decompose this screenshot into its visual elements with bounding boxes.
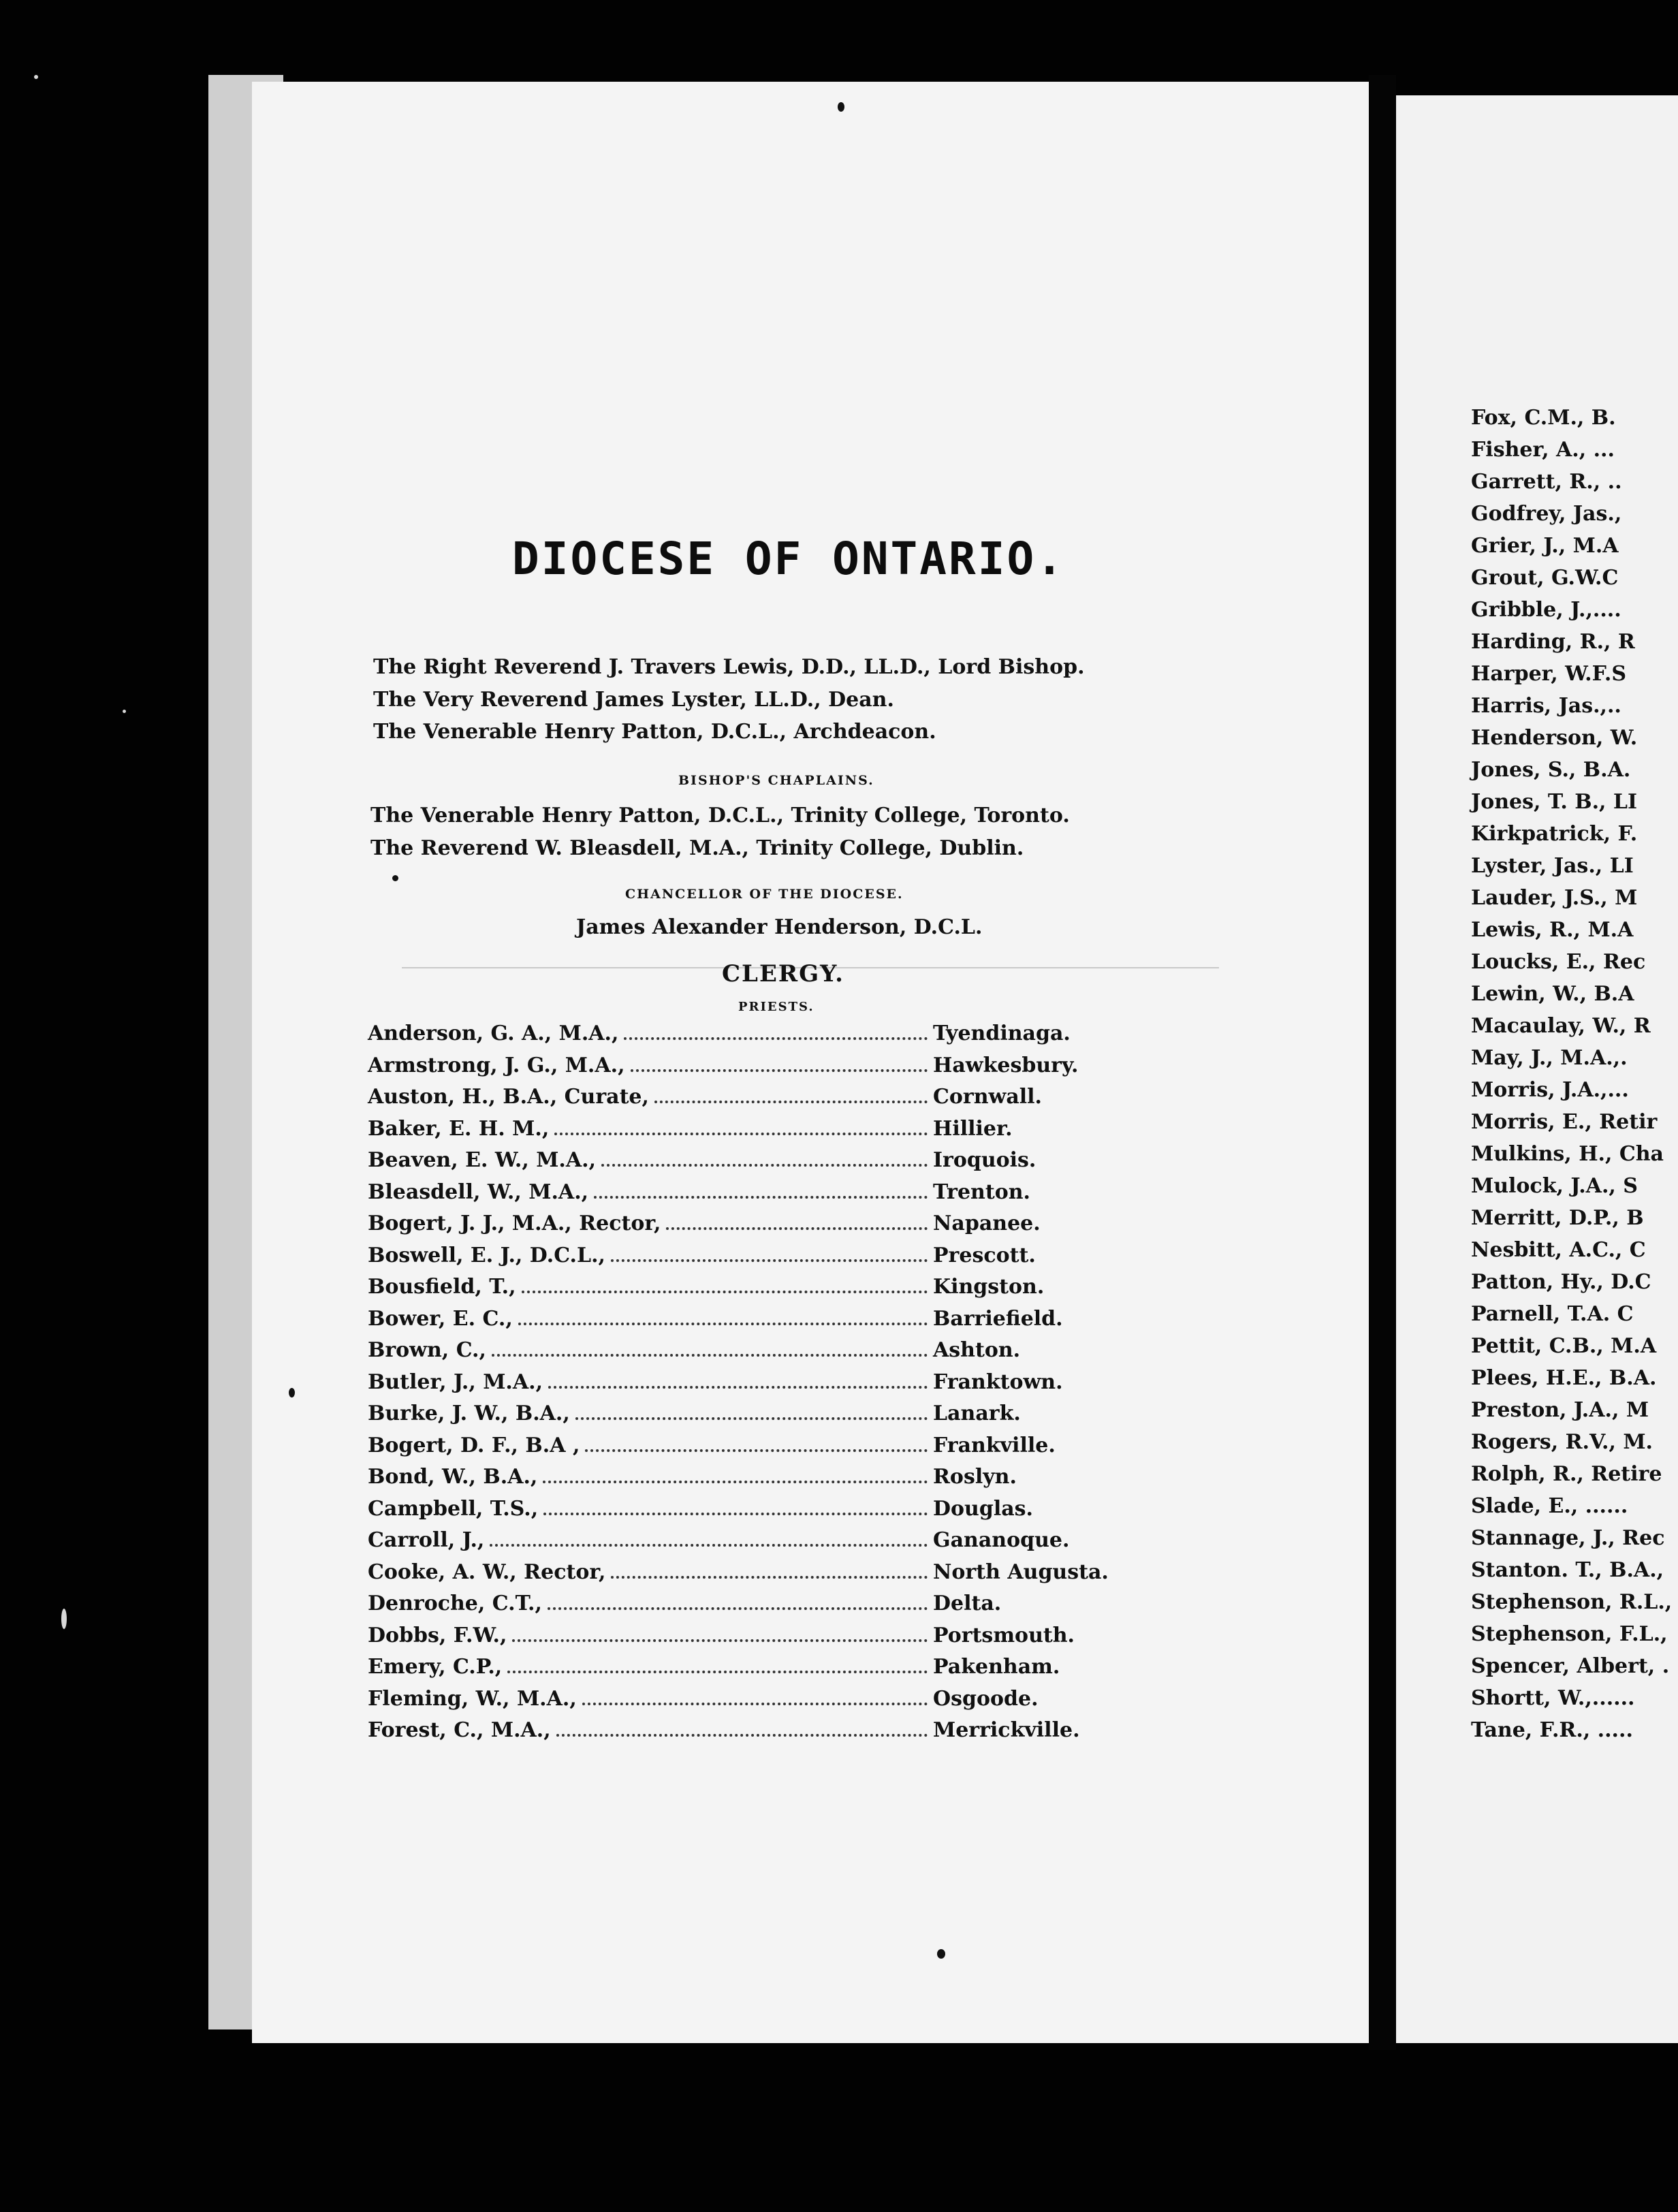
clergy-parish: Ashton. — [933, 1338, 1021, 1362]
clergy-parish: Trenton. — [933, 1180, 1030, 1204]
page-title: DIOCESE OF ONTARIO. — [512, 533, 1065, 585]
clergy-entry — [368, 1592, 1137, 1622]
right-page-entry: Kirkpatrick, F. — [1471, 822, 1638, 846]
clergy-parish: Portsmouth. — [933, 1623, 1075, 1647]
right-page-entry: Harding, R., R — [1471, 630, 1635, 654]
clergy-name: Dobbs, F.W., — [368, 1623, 507, 1647]
ink-speck — [937, 1949, 945, 1959]
clergy-name: Armstrong, J. G., M.A., — [368, 1053, 625, 1077]
clergy-entry — [368, 1718, 1137, 1748]
right-page-entry: May, J., M.A.,. — [1471, 1046, 1628, 1070]
dot-leader — [631, 1069, 928, 1072]
clergy-parish: Napanee. — [933, 1212, 1041, 1235]
clergy-entry — [368, 1054, 1137, 1084]
right-page-entry: Slade, E., ...... — [1471, 1494, 1628, 1518]
clergy-entry — [368, 1338, 1137, 1368]
right-page-entry: Garrett, R., .. — [1471, 470, 1622, 494]
dot-leader — [543, 1513, 928, 1515]
clergy-name: Bogert, J. J., M.A., Rector, — [368, 1212, 661, 1235]
right-page-entry: Stephenson, R.L., — [1471, 1590, 1673, 1614]
right-page-entry: Shortt, W.,...... — [1471, 1686, 1635, 1710]
dot-leader — [522, 1291, 928, 1293]
clergy-parish: Roslyn. — [933, 1465, 1017, 1489]
clergy-entry — [368, 1497, 1137, 1527]
clergy-parish: Delta. — [933, 1592, 1002, 1615]
right-page-entry: Jones, S., B.A. — [1471, 758, 1631, 782]
archdeacon-line: The Venerable Henry Patton, D.C.L., Archdeacon. — [373, 720, 936, 744]
dot-leader — [611, 1259, 928, 1262]
clergy-entry — [368, 1244, 1137, 1274]
dot-leader — [490, 1544, 928, 1547]
ink-speck — [838, 102, 844, 112]
clergy-name: Denroche, C.T., — [368, 1592, 542, 1615]
clergy-entry — [368, 1370, 1137, 1400]
clergy-entry — [368, 1275, 1137, 1305]
right-page-entry: Godfrey, Jas., — [1471, 502, 1622, 526]
dust-speck — [34, 75, 38, 79]
dot-leader — [492, 1354, 928, 1357]
dean-line: The Very Reverend James Lyster, LL.D., Dean. — [373, 688, 894, 712]
dot-leader — [582, 1703, 928, 1705]
right-page-entry: Stannage, J., Rec — [1471, 1526, 1665, 1550]
right-page-entry: Grier, J., M.A — [1471, 534, 1619, 558]
clergy-name: Fleming, W., M.A., — [368, 1686, 577, 1711]
right-page-entry: Pettit, C.B., M.A — [1471, 1334, 1657, 1358]
clergy-parish: Cornwall. — [933, 1085, 1043, 1109]
clergy-parish: Gananoque. — [933, 1528, 1070, 1552]
right-page-entry: Preston, J.A., M — [1471, 1398, 1649, 1422]
clergy-entry — [368, 1307, 1137, 1337]
dot-leader — [543, 1481, 928, 1483]
dot-leader — [548, 1607, 928, 1610]
clergy-name: Auston, H., B.A., Curate, — [368, 1085, 649, 1109]
clergy-parish: Hillier. — [933, 1116, 1013, 1141]
dot-leader — [554, 1133, 928, 1135]
right-page-entry: Tane, F.R., ..... — [1471, 1718, 1633, 1742]
clergy-entry — [368, 1624, 1137, 1654]
clergy-name: Cooke, A. W., Rector, — [368, 1560, 606, 1584]
dot-leader — [666, 1227, 928, 1230]
dust-speck — [123, 710, 126, 713]
right-page-entry: Plees, H.E., B.A. — [1471, 1366, 1657, 1390]
dot-leader — [601, 1164, 928, 1167]
clergy-entry — [368, 1148, 1137, 1178]
clergy-entry — [368, 1022, 1137, 1052]
dot-leader — [654, 1101, 928, 1103]
clergy-parish: Merrickville. — [933, 1718, 1080, 1742]
right-page-entry: Fisher, A., ... — [1471, 438, 1615, 462]
right-page-entry: Lewin, W., B.A — [1471, 982, 1634, 1006]
dot-leader — [594, 1196, 928, 1199]
right-page-entry: Lewis, R., M.A — [1471, 918, 1634, 942]
clergy-parish: Barriefield. — [933, 1306, 1063, 1331]
clergy-name: Bower, E. C., — [368, 1306, 513, 1331]
clergy-parish: Hawkesbury. — [933, 1053, 1079, 1077]
right-page-entry: Harris, Jas.,.. — [1471, 694, 1621, 718]
clergy-name: Brown, C., — [368, 1338, 486, 1362]
right-page-entry: Merritt, D.P., B — [1471, 1206, 1644, 1230]
clergy-name: Emery, C.P., — [368, 1655, 503, 1679]
clergy-parish: Pakenham. — [933, 1655, 1060, 1679]
dot-leader — [556, 1734, 928, 1737]
right-page-entry: Gribble, J.,.... — [1471, 598, 1621, 622]
dust-speck — [61, 1609, 67, 1629]
clergy-parish: North Augusta. — [933, 1560, 1109, 1584]
priests-heading: PRIESTS. — [738, 1000, 814, 1014]
right-page-entry: Spencer, Albert, . — [1471, 1654, 1670, 1678]
right-page-entry: Stanton. T., B.A., — [1471, 1558, 1664, 1582]
right-page-entry: Nesbitt, A.C., C — [1471, 1238, 1646, 1262]
clergy-name: Bleasdell, W., M.A., — [368, 1180, 589, 1204]
right-page-entry: Macaulay, W., R — [1471, 1014, 1651, 1038]
chancellor-line: James Alexander Henderson, D.C.L. — [576, 915, 983, 939]
clergy-parish: Douglas. — [933, 1496, 1033, 1521]
clergy-name: Campbell, T.S., — [368, 1496, 539, 1521]
dot-leader — [507, 1671, 928, 1673]
clergy-entry — [368, 1117, 1137, 1147]
dot-leader — [611, 1576, 928, 1579]
right-page-entry: Grout, G.W.C — [1471, 566, 1619, 590]
clergy-parish: Frankville. — [933, 1433, 1056, 1457]
binding-gutter — [1369, 75, 1396, 2050]
clergy-parish: Iroquois. — [933, 1148, 1036, 1172]
clergy-heading: CLERGY. — [722, 960, 844, 988]
dot-leader — [624, 1037, 928, 1040]
right-page-entry: Harper, W.F.S — [1471, 662, 1627, 686]
clergy-entry — [368, 1212, 1137, 1242]
clergy-name: Boswell, E. J., D.C.L., — [368, 1243, 605, 1267]
chancellor-heading: CHANCELLOR OF THE DIOCESE. — [625, 887, 904, 902]
chaplain-line: The Reverend W. Bleasdell, M.A., Trinity College, Dublin. — [370, 836, 1024, 860]
clergy-name: Bousfield, T., — [368, 1275, 516, 1299]
clergy-name: Carroll, J., — [368, 1528, 485, 1552]
right-page-entry: Rolph, R., Retire — [1471, 1462, 1662, 1486]
clergy-parish: Kingston. — [933, 1275, 1045, 1299]
clergy-entry — [368, 1085, 1137, 1115]
clergy-name: Anderson, G. A., M.A., — [368, 1022, 619, 1045]
right-page-entry: Jones, T. B., LI — [1471, 790, 1638, 814]
right-page-entry: Henderson, W. — [1471, 726, 1638, 750]
right-page-entry: Loucks, E., Rec — [1471, 950, 1646, 974]
ink-speck — [392, 875, 398, 881]
clergy-parish: Franktown. — [933, 1370, 1063, 1394]
clergy-parish: Osgoode. — [933, 1686, 1039, 1711]
clergy-entry — [368, 1465, 1137, 1495]
clergy-name: Beaven, E. W., M.A., — [368, 1148, 597, 1172]
clergy-name: Baker, E. H. M., — [368, 1116, 550, 1141]
clergy-name: Bogert, D. F., B.A , — [368, 1433, 580, 1457]
clergy-parish: Lanark. — [933, 1402, 1021, 1425]
right-page-entry: Stephenson, F.L., — [1471, 1622, 1668, 1646]
clergy-parish: Prescott. — [933, 1243, 1036, 1267]
chaplain-line: The Venerable Henry Patton, D.C.L., Trinity College, Toronto. — [370, 804, 1070, 827]
chaplains-heading: BISHOP'S CHAPLAINS. — [678, 773, 874, 788]
dot-leader — [585, 1449, 928, 1452]
clergy-name: Burke, J. W., B.A., — [368, 1402, 570, 1425]
bishop-line: The Right Reverend J. Travers Lewis, D.D., LL.D., Lord Bishop. — [373, 655, 1085, 679]
clergy-name: Bond, W., B.A., — [368, 1465, 538, 1489]
ink-speck — [289, 1388, 295, 1397]
dot-leader — [512, 1639, 928, 1642]
clergy-name: Forest, C., M.A., — [368, 1718, 551, 1742]
clergy-entry — [368, 1434, 1137, 1464]
clergy-entry — [368, 1655, 1137, 1685]
right-page-entry: Lyster, Jas., LI — [1471, 854, 1634, 878]
right-page-entry: Fox, C.M., B. — [1471, 406, 1616, 430]
right-page-entry: Mulock, J.A., S — [1471, 1174, 1638, 1198]
right-page-entry: Morris, J.A.,... — [1471, 1078, 1629, 1102]
clergy-name: Butler, J., M.A., — [368, 1370, 543, 1394]
dot-leader — [548, 1386, 928, 1389]
clergy-entry — [368, 1528, 1137, 1558]
right-page-entry: Mulkins, H., Cha — [1471, 1142, 1664, 1166]
right-page-entry: Patton, Hy., D.C — [1471, 1270, 1651, 1294]
dot-leader — [518, 1323, 928, 1325]
clergy-parish: Tyendinaga. — [933, 1022, 1071, 1045]
clergy-entry — [368, 1687, 1137, 1717]
right-page-entry: Lauder, J.S., M — [1471, 886, 1638, 910]
dot-leader — [575, 1417, 928, 1420]
right-page-entry: Morris, E., Retir — [1471, 1110, 1658, 1134]
clergy-entry — [368, 1560, 1137, 1590]
clergy-entry — [368, 1180, 1137, 1210]
right-page-entry: Parnell, T.A. C — [1471, 1302, 1634, 1326]
right-page-entry: Rogers, R.V., M. — [1471, 1430, 1653, 1454]
clergy-entry — [368, 1402, 1137, 1432]
